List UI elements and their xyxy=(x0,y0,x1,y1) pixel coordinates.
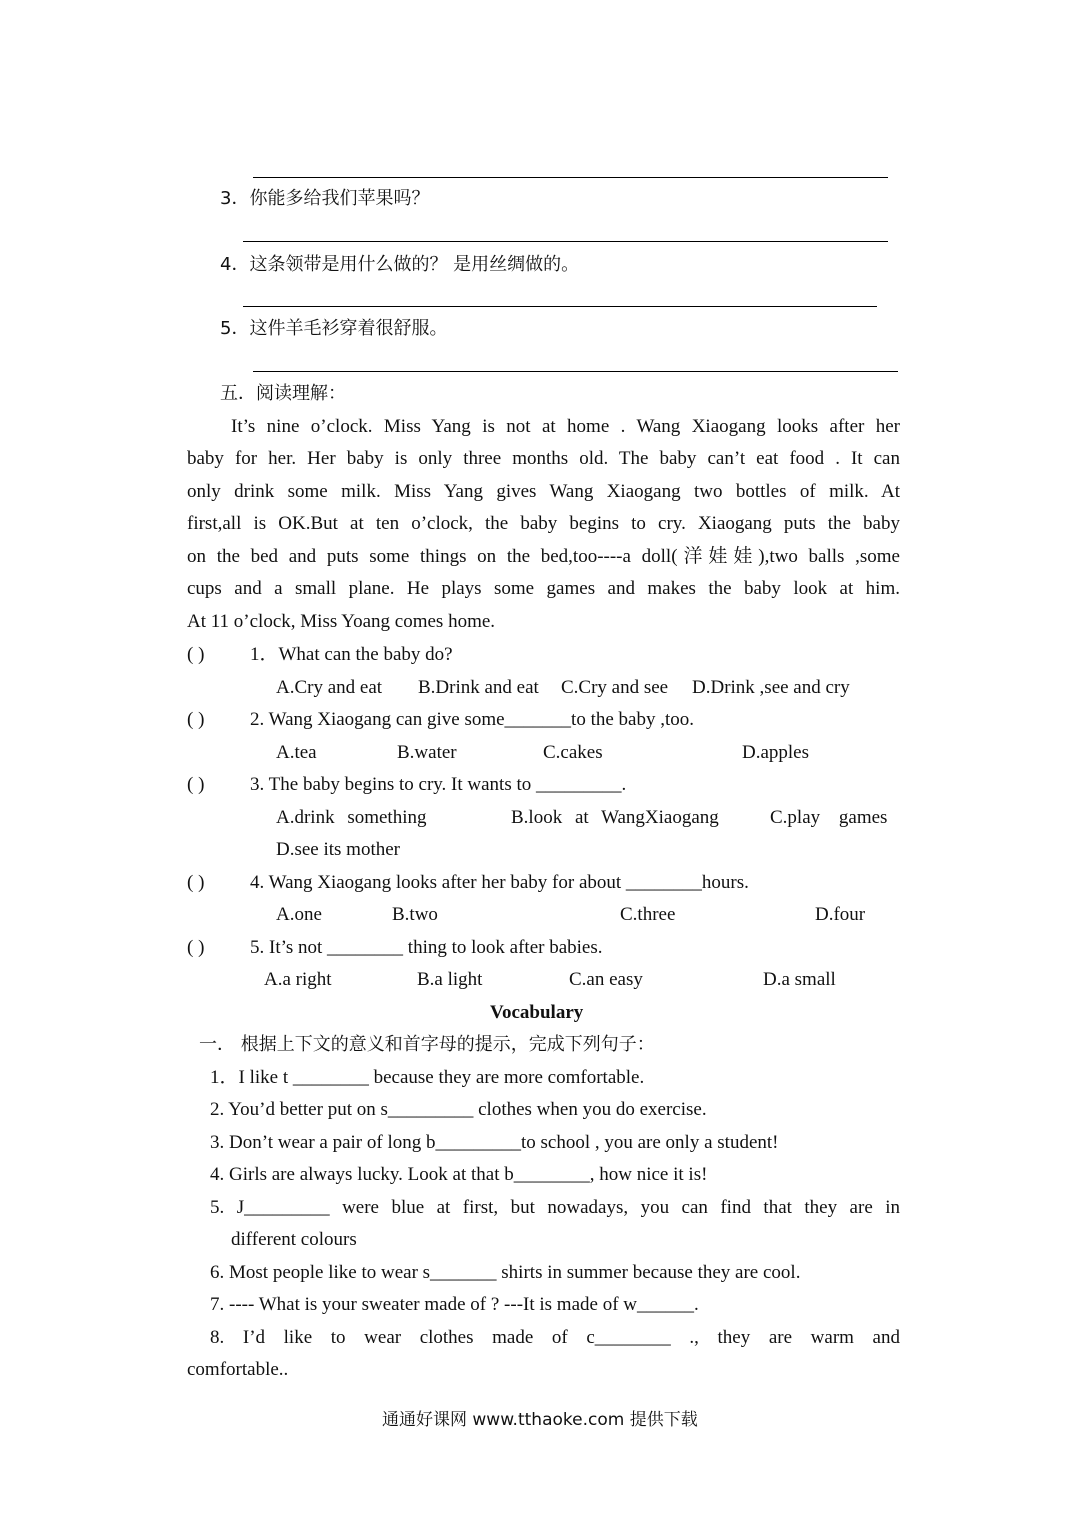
vocab-item-continuation: different colours xyxy=(231,1229,357,1250)
option: C.play games xyxy=(770,807,888,828)
vocab-item: 8. I’d like to wear clothes made of c________ ., they are warm and xyxy=(210,1327,900,1348)
passage-line: It’s nine o’clock. Miss Yang is not at home . Wang Xiaogang looks after her xyxy=(231,416,900,437)
option: A.one xyxy=(276,904,322,925)
question-stem: 1．What can the baby do? xyxy=(250,644,453,665)
vocab-item: 5. J_________ were blue at first, but nowadays, you can find that they are in xyxy=(210,1197,900,1218)
passage-line: baby for her. Her baby is only three months old. The baby can’t eat food . It can xyxy=(187,448,900,469)
translation-item-5: 5．这件羊毛衫穿着很舒服。 xyxy=(220,318,448,339)
vocab-item: 3. Don’t wear a pair of long b_________to school , you are only a student! xyxy=(210,1132,779,1153)
answer-paren: ( ) xyxy=(187,709,205,730)
option: A.Cry and eat xyxy=(276,677,383,698)
option: B.a light xyxy=(417,969,483,990)
option: D.see its mother xyxy=(276,839,401,860)
question-stem: 5. It’s not ________ thing to look after babies. xyxy=(250,937,603,958)
option: A.drink something xyxy=(276,807,427,828)
vocab-item: 7. ---- What is your sweater made of ? ---It is made of w______. xyxy=(210,1294,699,1315)
option: B.water xyxy=(397,742,457,763)
vocab-item-continuation: comfortable.. xyxy=(187,1359,289,1380)
translation-item-3: 3．你能多给我们苹果吗？ xyxy=(220,188,430,209)
option: C.cakes xyxy=(543,742,603,763)
page-footer: 通通好课网 www.tthaoke.com 提供下载 xyxy=(382,1410,698,1430)
option: A.tea xyxy=(276,742,317,763)
answer-paren: ( ) xyxy=(187,774,205,795)
translation-item-4: 4．这条领带是用什么做的？ 是用丝绸做的。 xyxy=(220,254,580,275)
option: D.Drink ,see and cry xyxy=(692,677,850,698)
answer-paren: ( ) xyxy=(187,644,205,665)
passage-line: first,all is OK.But at ten o’clock, the baby begins to cry. Xiaogang puts the baby xyxy=(187,513,900,534)
question-stem: 3. The baby begins to cry. It wants to _________. xyxy=(250,774,627,795)
passage-line: At 11 o’clock, Miss Yoang comes home. xyxy=(187,611,496,632)
question-stem: 2. Wang Xiaogang can give some_______to the baby ,too. xyxy=(250,709,695,730)
option: B.Drink and eat xyxy=(418,677,539,698)
option: C.three xyxy=(620,904,676,925)
answer-line xyxy=(253,177,888,178)
option: A.a right xyxy=(264,969,332,990)
option: B.look at WangXiaogang xyxy=(511,807,719,828)
vocab-item: 1．I like t ________ because they are more comfortable. xyxy=(210,1067,645,1088)
passage-line: cups and a small plane. He plays some games and makes the baby look at him. xyxy=(187,578,900,599)
passage-line: only drink some milk. Miss Yang gives Wang Xiaogang two bottles of milk. At xyxy=(187,481,900,502)
reading-heading: 五．阅读理解： xyxy=(220,383,346,404)
answer-line xyxy=(243,306,877,307)
section-title: Vocabulary xyxy=(490,1002,584,1023)
answer-line xyxy=(243,241,888,242)
question-stem: 4. Wang Xiaogang looks after her baby for about ________hours. xyxy=(250,872,749,893)
option: D.a small xyxy=(763,969,836,990)
option: D.four xyxy=(815,904,866,925)
answer-paren: ( ) xyxy=(187,872,205,893)
option: B.two xyxy=(392,904,438,925)
vocab-item: 6. Most people like to wear s_______ shirts in summer because they are cool. xyxy=(210,1262,801,1283)
section-instruction: 一． 根据上下文的意义和首字母的提示，完成下列句子： xyxy=(199,1034,655,1055)
option: D.apples xyxy=(742,742,810,763)
passage-line: on the bed and puts some things on the bed,too----a doll(洋娃娃),two balls ,some xyxy=(187,546,900,567)
option: C.an easy xyxy=(569,969,643,990)
vocab-item: 4. Girls are always lucky. Look at that b________, how nice it is! xyxy=(210,1164,708,1185)
option: C.Cry and see xyxy=(561,677,669,698)
answer-paren: ( ) xyxy=(187,937,205,958)
answer-line xyxy=(253,371,898,372)
vocab-item: 2. You’d better put on s_________ clothes when you do exercise. xyxy=(210,1099,707,1120)
